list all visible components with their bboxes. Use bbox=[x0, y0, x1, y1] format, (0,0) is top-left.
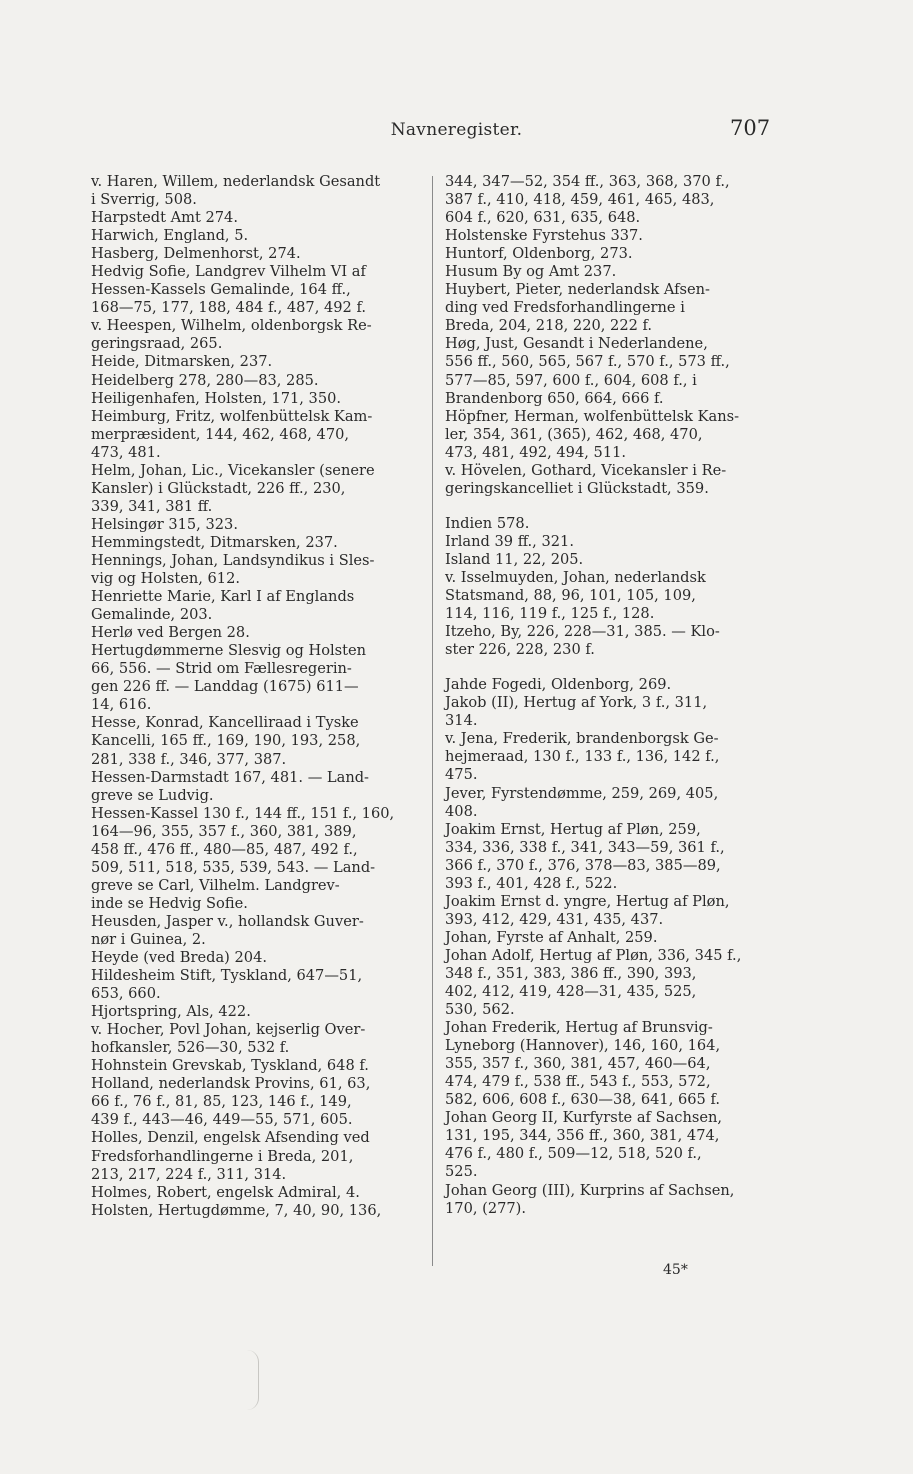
index-entry-line: greve se Carl, Vilhelm. Landgrev- bbox=[91, 876, 340, 894]
index-entry-line: 473, 481. bbox=[91, 443, 161, 461]
index-entry-line: nør i Guinea, 2. bbox=[91, 930, 206, 948]
index-entry bbox=[91, 805, 426, 913]
index-entry bbox=[91, 516, 426, 534]
index-entry-line: gen 226 ff. — Landdag (1675) 611— bbox=[91, 678, 359, 696]
index-entry bbox=[91, 353, 426, 371]
index-entry-line: Husum By og Amt 237. bbox=[445, 263, 617, 281]
index-entry bbox=[91, 227, 426, 245]
index-entry-line: Johan Georg II, Kurfyrste af Sachsen, bbox=[445, 1109, 723, 1127]
index-entry-line: Joakim Ernst, Hertug af Pløn, 259, bbox=[445, 820, 701, 838]
index-entry bbox=[445, 1019, 775, 1109]
index-entry-line: 168—75, 177, 188, 484 f., 487, 492 f. bbox=[91, 299, 367, 317]
index-entry-line: 334, 336, 338 f., 341, 343—59, 361 f., bbox=[445, 838, 725, 856]
index-entry-line: 348 f., 351, 383, 386 ff., 390, 393, bbox=[445, 964, 697, 982]
index-entry-line: Holmes, Robert, engelsk Admiral, 4. bbox=[91, 1183, 360, 1201]
index-entry-line: 577—85, 597, 600 f., 604, 608 f., i bbox=[445, 371, 697, 389]
running-header: Navneregister. bbox=[390, 120, 523, 140]
index-entry bbox=[91, 1075, 426, 1129]
index-entry-line: i Sverrig, 508. bbox=[91, 191, 197, 209]
index-entry bbox=[91, 624, 426, 642]
index-entry-line: Heusden, Jasper v., hollandsk Guver- bbox=[91, 912, 364, 930]
index-entry-line: Holles, Denzil, engelsk Afsending ved bbox=[91, 1129, 370, 1147]
index-entry-line: Harwich, England, 5. bbox=[91, 227, 249, 245]
index-entry-line: hejmeraad, 130 f., 133 f., 136, 142 f., bbox=[445, 748, 720, 766]
index-entry-line: Hemmingstedt, Ditmarsken, 237. bbox=[91, 533, 338, 551]
index-entry-line: 387 f., 410, 418, 459, 461, 465, 483, bbox=[445, 191, 715, 209]
index-entry bbox=[445, 785, 775, 821]
index-entry-line: 393 f., 401, 428 f., 522. bbox=[445, 874, 618, 892]
index-entry bbox=[91, 372, 426, 390]
index-entry-line: inde se Hedvig Sofie. bbox=[91, 894, 248, 912]
index-entry-line: Hohnstein Grevskab, Tyskland, 648 f. bbox=[91, 1057, 369, 1075]
index-entry-line: 525. bbox=[445, 1163, 478, 1181]
index-entry-line: Jakob (II), Hertug af York, 3 f., 311, bbox=[445, 694, 708, 712]
index-entry-line: vig og Holsten, 612. bbox=[91, 570, 241, 588]
index-entry-line: 474, 479 f., 538 ff., 543 f., 553, 572, bbox=[445, 1073, 711, 1091]
index-entry-line: Herlø ved Bergen 28. bbox=[91, 624, 250, 642]
index-entry-line: v. Isselmuyden, Johan, nederlandsk bbox=[445, 568, 706, 586]
index-entry bbox=[445, 173, 775, 227]
index-entry-line: 475. bbox=[445, 766, 478, 784]
index-entry bbox=[445, 893, 775, 929]
index-entry bbox=[445, 227, 775, 245]
index-column-left bbox=[91, 173, 426, 1220]
index-entry-line: Helsingør 315, 323. bbox=[91, 515, 238, 533]
index-entry bbox=[91, 1129, 426, 1183]
index-entry-line: Kancelli, 165 ff., 169, 190, 193, 258, bbox=[91, 732, 361, 750]
index-entry-line: 408. bbox=[445, 802, 478, 820]
index-entry-line: 339, 341, 381 ff. bbox=[91, 497, 213, 515]
index-entry-line: Hjortspring, Als, 422. bbox=[91, 1003, 251, 1021]
index-entry-line: Hasberg, Delmenhorst, 274. bbox=[91, 245, 301, 263]
index-entry-line: 170, (277). bbox=[445, 1199, 527, 1217]
index-entry bbox=[91, 642, 426, 714]
index-entry-line: Hedvig Sofie, Landgrev Vilhelm VI af bbox=[91, 263, 366, 281]
page-number: 707 bbox=[730, 116, 771, 140]
index-entry-line: Hennings, Johan, Landsyndikus i Sles- bbox=[91, 551, 375, 569]
index-entry-line: 66, 556. — Strid om Fællesregerin- bbox=[91, 660, 352, 678]
index-entry-line: Henriette Marie, Karl I af Englands bbox=[91, 588, 355, 606]
index-entry-line: v. Heespen, Wilhelm, oldenborgsk Re- bbox=[91, 317, 372, 335]
index-entry bbox=[445, 730, 775, 784]
index-entry-line: Statsmand, 88, 96, 101, 105, 109, bbox=[445, 587, 696, 605]
index-entry-line: ding ved Fredsforhandlingerne i bbox=[445, 299, 685, 317]
index-entry-line: 530, 562. bbox=[445, 1001, 515, 1019]
index-entry bbox=[445, 929, 775, 947]
index-entry bbox=[445, 551, 775, 569]
index-entry bbox=[91, 913, 426, 949]
index-entry bbox=[445, 281, 775, 335]
index-entry-line: 131, 195, 344, 356 ff., 360, 381, 474, bbox=[445, 1127, 720, 1145]
index-entry bbox=[91, 1184, 426, 1202]
index-entry-line: Johan Adolf, Hertug af Pløn, 336, 345 f., bbox=[445, 946, 742, 964]
index-entry bbox=[445, 408, 775, 462]
index-entry-line: Holsten, Hertugdømme, 7, 40, 90, 136, bbox=[91, 1201, 382, 1219]
index-entry-line: v. Haren, Willem, nederlandsk Gesandt bbox=[91, 173, 381, 190]
index-entry-line: greve se Ludvig. bbox=[91, 786, 214, 804]
index-entry-line: Jever, Fyrstendømme, 259, 269, 405, bbox=[445, 784, 719, 802]
index-entry bbox=[445, 821, 775, 893]
index-entry bbox=[91, 534, 426, 552]
index-entry-line: hofkansler, 526—30, 532 f. bbox=[91, 1039, 290, 1057]
index-entry-line: 556 ff., 560, 565, 567 f., 570 f., 573 ff., bbox=[445, 353, 730, 371]
index-entry-line: Heiligenhafen, Holsten, 171, 350. bbox=[91, 389, 342, 407]
index-entry-line: Joakim Ernst d. yngre, Hertug af Pløn, bbox=[445, 892, 730, 910]
index-entry-line: 393, 412, 429, 431, 435, 437. bbox=[445, 910, 664, 928]
index-entry-line: Hessen-Kassels Gemalinde, 164 ff., bbox=[91, 281, 351, 299]
index-entry bbox=[445, 694, 775, 730]
index-entry-line: Heimburg, Fritz, wolfenbüttelsk Kam- bbox=[91, 407, 373, 425]
index-entry-line: 281, 338 f., 346, 377, 387. bbox=[91, 750, 287, 768]
index-entry bbox=[445, 263, 775, 281]
index-entry bbox=[91, 967, 426, 1003]
index-entry-line: Holstenske Fyrstehus 337. bbox=[445, 227, 643, 245]
index-entry bbox=[445, 623, 775, 659]
index-entry-line: Johan Georg (III), Kurprins af Sachsen, bbox=[445, 1181, 735, 1199]
printer-signature: 45* bbox=[663, 1262, 688, 1278]
index-entry-line: Huntorf, Oldenborg, 273. bbox=[445, 245, 633, 263]
index-entry bbox=[91, 1003, 426, 1021]
index-entry bbox=[91, 769, 426, 805]
index-entry-line: Holland, nederlandsk Provins, 61, 63, bbox=[91, 1075, 371, 1093]
index-entry-line: 314. bbox=[445, 712, 478, 730]
index-entry-line: 14, 616. bbox=[91, 696, 152, 714]
index-entry bbox=[91, 949, 426, 967]
index-entry-line: 653, 660. bbox=[91, 985, 161, 1003]
index-entry-line: geringskancelliet i Glückstadt, 359. bbox=[445, 479, 709, 497]
index-entry-line: Jahde Fogedi, Oldenborg, 269. bbox=[445, 676, 672, 694]
index-entry bbox=[91, 714, 426, 768]
index-entry-line: v. Hövelen, Gothard, Vicekansler i Re- bbox=[445, 461, 727, 479]
index-entry-line: Indien 578. bbox=[445, 514, 530, 532]
index-entry-line: 509, 511, 518, 535, 539, 543. — Land- bbox=[91, 858, 376, 876]
index-entry-line: 114, 116, 119 f., 125 f., 128. bbox=[445, 605, 655, 623]
index-entry bbox=[91, 1021, 426, 1057]
index-entry-line: Johan, Fyrste af Anhalt, 259. bbox=[445, 928, 658, 946]
index-column-right bbox=[445, 173, 775, 1218]
index-entry-line: ster 226, 228, 230 f. bbox=[445, 641, 595, 659]
index-entry bbox=[445, 947, 775, 1019]
index-entry bbox=[445, 462, 775, 498]
index-entry-line: 473, 481, 492, 494, 511. bbox=[445, 443, 627, 461]
index-entry-line: Hessen-Kassel 130 f., 144 ff., 151 f., 160, bbox=[91, 804, 395, 822]
index-entry-line: Helm, Johan, Lic., Vicekansler (senere bbox=[91, 461, 375, 479]
index-entry bbox=[91, 1057, 426, 1075]
index-entry bbox=[445, 533, 775, 551]
index-entry bbox=[91, 462, 426, 516]
index-entry-line: Høg, Just, Gesandt i Nederlandene, bbox=[445, 335, 708, 353]
index-entry-line: Johan Frederik, Hertug af Brunsvig- bbox=[445, 1019, 713, 1037]
index-entry bbox=[445, 1109, 775, 1181]
index-entry bbox=[91, 263, 426, 317]
index-entry-line: 164—96, 355, 357 f., 360, 381, 389, bbox=[91, 822, 357, 840]
index-entry-line: Kansler) i Glückstadt, 226 ff., 230, bbox=[91, 479, 346, 497]
section-gap bbox=[445, 498, 775, 515]
index-entry-line: Itzeho, By, 226, 228—31, 385. — Klo- bbox=[445, 623, 720, 641]
index-entry-line: v. Jena, Frederik, brandenborgsk Ge- bbox=[445, 730, 719, 748]
index-entry bbox=[91, 209, 426, 227]
index-entry-line: Irland 39 ff., 321. bbox=[445, 532, 574, 550]
index-entry-line: 366 f., 370 f., 376, 378—83, 385—89, bbox=[445, 856, 721, 874]
index-entry-line: Hessen-Darmstadt 167, 481. — Land- bbox=[91, 768, 369, 786]
index-entry-line: Heidelberg 278, 280—83, 285. bbox=[91, 371, 319, 389]
index-entry-line: 402, 412, 419, 428—31, 435, 525, bbox=[445, 983, 697, 1001]
index-entry-line: v. Hocher, Povl Johan, kejserlig Over- bbox=[91, 1021, 366, 1039]
index-entry-line: geringsraad, 265. bbox=[91, 335, 223, 353]
index-entry-line: 604 f., 620, 631, 635, 648. bbox=[445, 209, 641, 227]
index-entry-line: 213, 217, 224 f., 311, 314. bbox=[91, 1165, 287, 1183]
index-entry bbox=[445, 245, 775, 263]
index-entry-line: ler, 354, 361, (365), 462, 468, 470, bbox=[445, 425, 703, 443]
index-entry-line: 355, 357 f., 360, 381, 457, 460—64, bbox=[445, 1055, 711, 1073]
index-entry-line: 458 ff., 476 ff., 480—85, 487, 492 f., bbox=[91, 840, 358, 858]
index-entry-line: merpræsident, 144, 462, 468, 470, bbox=[91, 425, 350, 443]
index-entry-line: Hesse, Konrad, Kancelliraad i Tyske bbox=[91, 714, 359, 732]
index-entry-line: Heyde (ved Breda) 204. bbox=[91, 949, 267, 967]
index-entry-line: Brandenborg 650, 664, 666 f. bbox=[445, 389, 664, 407]
index-entry bbox=[445, 515, 775, 533]
index-entry bbox=[91, 1202, 426, 1220]
index-entry-line: 344, 347—52, 354 ff., 363, 368, 370 f., bbox=[445, 173, 730, 190]
index-entry-line: Lyneborg (Hannover), 146, 160, 164, bbox=[445, 1037, 721, 1055]
index-entry-line: Island 11, 22, 205. bbox=[445, 550, 584, 568]
index-entry bbox=[91, 317, 426, 353]
index-entry bbox=[445, 335, 775, 407]
index-entry-line: 476 f., 480 f., 509—12, 518, 520 f., bbox=[445, 1145, 702, 1163]
index-entry-line: Huybert, Pieter, nederlandsk Afsen- bbox=[445, 281, 710, 299]
column-divider bbox=[432, 176, 433, 1266]
index-entry-line: Breda, 204, 218, 220, 222 f. bbox=[445, 317, 653, 335]
index-entry bbox=[91, 408, 426, 462]
index-entry bbox=[91, 173, 426, 209]
section-gap bbox=[445, 659, 775, 676]
index-entry-line: 66 f., 76 f., 81, 85, 123, 146 f., 149, bbox=[91, 1093, 352, 1111]
index-entry bbox=[91, 390, 426, 408]
index-entry bbox=[91, 552, 426, 588]
index-entry-line: 582, 606, 608 f., 630—38, 641, 665 f. bbox=[445, 1091, 721, 1109]
index-entry-line: Harpstedt Amt 274. bbox=[91, 209, 238, 227]
index-entry-line: Höpfner, Herman, wolfenbüttelsk Kans- bbox=[445, 407, 740, 425]
index-entry bbox=[445, 1182, 775, 1218]
index-entry-line: Hertugdømmerne Slesvig og Holsten bbox=[91, 642, 367, 660]
index-entry-line: Fredsforhandlingerne i Breda, 201, bbox=[91, 1147, 354, 1165]
index-entry bbox=[91, 588, 426, 624]
index-entry-line: Hildesheim Stift, Tyskland, 647—51, bbox=[91, 967, 363, 985]
index-entry-line: 439 f., 443—46, 449—55, 571, 605. bbox=[91, 1111, 353, 1129]
index-entry-line: Heide, Ditmarsken, 237. bbox=[91, 353, 273, 371]
index-entry-line: Gemalinde, 203. bbox=[91, 606, 213, 624]
page-edge-mark bbox=[246, 1350, 259, 1410]
index-entry bbox=[445, 676, 775, 694]
index-entry bbox=[445, 569, 775, 623]
index-entry bbox=[91, 245, 426, 263]
